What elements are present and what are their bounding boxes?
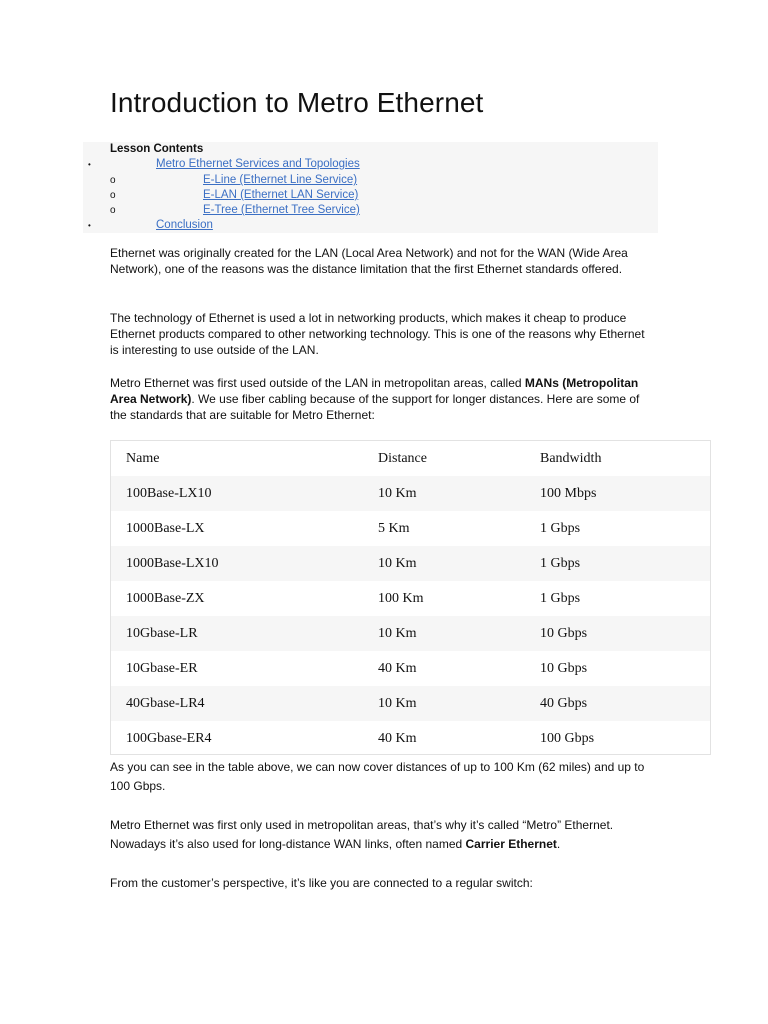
cell-distance: 10 Km — [378, 686, 540, 721]
header-bandwidth: Bandwidth — [540, 450, 602, 466]
table-header-row — [111, 441, 710, 476]
circle-marker: o — [110, 205, 116, 216]
bullet-marker: • — [88, 160, 91, 169]
table-row — [111, 476, 710, 511]
cell-name: 10Gbase-LR — [111, 616, 378, 651]
paragraph-mans — [110, 375, 655, 423]
cell-distance: 10 Km — [378, 546, 540, 581]
cell-bandwidth: 10 Gbps — [540, 616, 710, 651]
cell-name: 1000Base-LX10 — [111, 546, 378, 581]
standards-table — [110, 440, 711, 755]
table-row — [111, 546, 710, 581]
cell-distance: 40 Km — [378, 660, 417, 676]
table-row — [111, 581, 710, 616]
table-row — [111, 721, 710, 756]
paragraph-intro: Ethernet was originally created for the LAN (Local Area Network) and not for the WAN (Wide Area Network), one of the reasons was the distance limitation that the first Ethernet standards offered. — [110, 246, 628, 276]
cell-name: 1000Base-LX — [126, 520, 205, 536]
table-row — [111, 511, 710, 546]
paragraph-coverage: As you can see in the table above, we can now cover distances of up to 100 Km (62 miles) and up to 100 Gbps. — [110, 760, 645, 793]
paragraph-technology: The technology of Ethernet is used a lot in networking products, which makes it cheap to produce Ethernet products compared to other networking technology. This is one of the reasons why Ethernet is interesting to use outside of the LAN. — [110, 311, 645, 357]
header-distance: Distance — [378, 450, 427, 466]
toc-link-e-line[interactable]: E-Line (Ethernet Line Service) — [203, 174, 358, 186]
text-span: . — [556, 837, 561, 851]
cell-distance: 100 Km — [378, 590, 424, 606]
toc-heading: Lesson Contents — [110, 143, 204, 155]
toc-item — [83, 203, 658, 218]
toc-item — [83, 218, 658, 233]
circle-marker: o — [110, 190, 116, 201]
cell-bandwidth: 1 Gbps — [540, 546, 710, 581]
text-span: Metro Ethernet was first only used in metropolitan areas, that’s why it’s called “Metro” Ethernet. Nowadays it’s also used for long-distance WAN links, often named — [110, 818, 614, 851]
toc-item — [83, 157, 658, 172]
cell-bandwidth: 1 Gbps — [540, 520, 581, 536]
cell-name: 10Gbase-ER — [126, 660, 198, 676]
cell-bandwidth: 100 Mbps — [540, 476, 710, 511]
cell-bandwidth: 40 Gbps — [540, 686, 710, 721]
toc-item — [83, 188, 658, 203]
cell-name: 1000Base-ZX — [126, 590, 205, 606]
cell-name: 100Base-LX10 — [111, 476, 378, 511]
page-title: Introduction to Metro Ethernet — [110, 87, 484, 118]
table-row — [111, 651, 710, 686]
paragraph-carrier — [110, 816, 655, 854]
bullet-marker: • — [88, 221, 91, 230]
cell-bandwidth: 100 Gbps — [540, 730, 595, 746]
header-name: Name — [126, 450, 160, 466]
toc-link-e-tree[interactable]: E-Tree (Ethernet Tree Service) — [203, 204, 360, 216]
lesson-contents — [83, 142, 658, 233]
paragraph-customer: From the customer’s perspective, it’s like you are connected to a regular switch: — [110, 876, 533, 890]
table-row — [111, 686, 710, 721]
bold-term-carrier-ethernet: Carrier Ethernet — [465, 837, 557, 851]
cell-bandwidth: 1 Gbps — [540, 590, 581, 606]
toc-link-services-topologies[interactable]: Metro Ethernet Services and Topologies — [156, 158, 360, 170]
toc-link-e-lan[interactable]: E-LAN (Ethernet LAN Service) — [203, 189, 359, 201]
bold-term-mans: MANs (Metropolitan Area Network) — [110, 376, 639, 406]
circle-marker: o — [110, 175, 116, 186]
cell-bandwidth: 10 Gbps — [540, 660, 588, 676]
table-row — [111, 616, 710, 651]
text-span: . We use fiber cabling because of the support for longer distances. Here are some of the standards that are suitable for Metro Ethernet: — [110, 392, 640, 422]
toc-item — [83, 173, 658, 188]
toc-link-conclusion[interactable]: Conclusion — [156, 219, 213, 231]
cell-name: 100Gbase-ER4 — [126, 730, 212, 746]
text-span: Metro Ethernet was first used outside of the LAN in metropolitan areas, called — [110, 376, 525, 390]
cell-distance: 10 Km — [378, 476, 540, 511]
cell-distance: 40 Km — [378, 730, 417, 746]
cell-name: 40Gbase-LR4 — [111, 686, 378, 721]
cell-distance: 10 Km — [378, 616, 540, 651]
cell-distance: 5 Km — [378, 520, 410, 536]
